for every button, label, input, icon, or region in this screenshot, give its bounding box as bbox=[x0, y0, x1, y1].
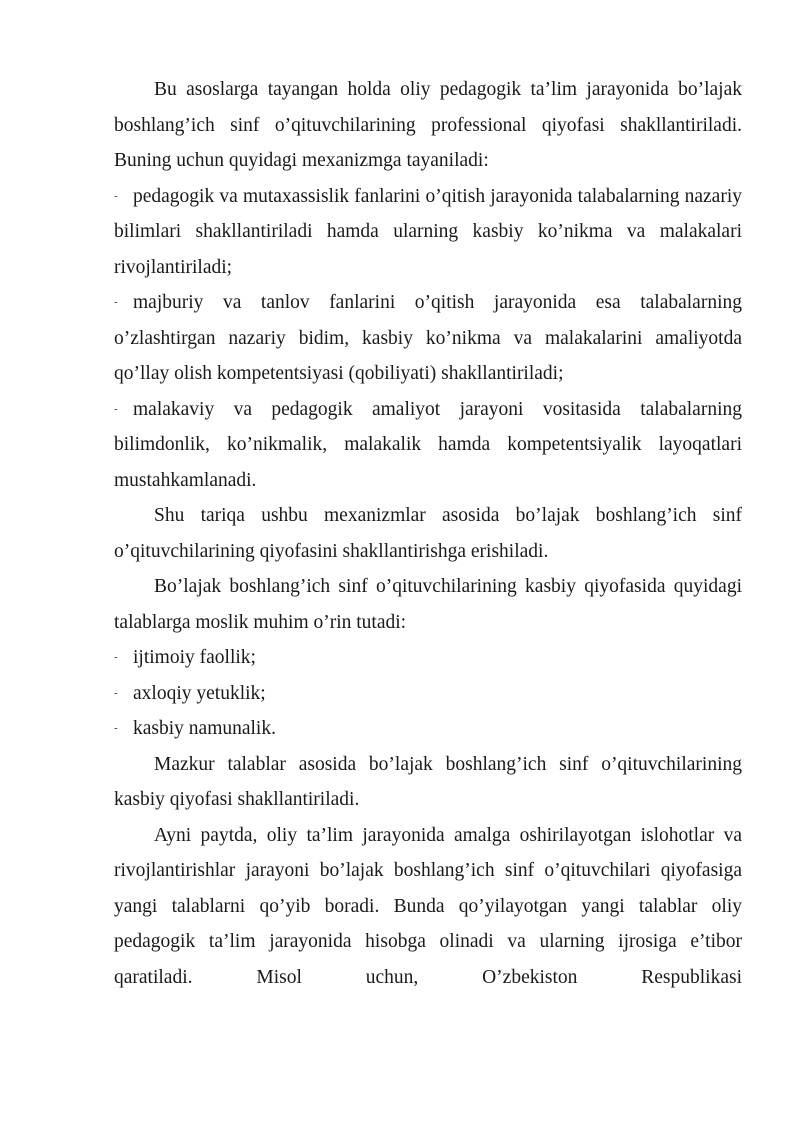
paragraph-2: Shu tariqa ushbu mexanizmlar asosida bo’lajak boshlang’ich sinf o’qituvchilarining qiyofasini shakllantirishga erishiladi. bbox=[114, 505, 742, 562]
bullet-text: axloqiy yetuklik; bbox=[133, 682, 266, 704]
dash-marker: - bbox=[114, 722, 118, 734]
dash-marker: - bbox=[114, 651, 118, 663]
dash-marker: - bbox=[114, 686, 118, 699]
bullet-text: pedagogik va mutaxassislik fanlarini o’qitish jarayonida talabalarning nazariy bilimlari shakllantiriladi hamda ularning kasbiy ko’nikma va malakalari rivojlantiriladi; bbox=[114, 185, 742, 278]
bullet-text: kasbiy namunalik. bbox=[133, 718, 276, 739]
bullet-item-2 bbox=[114, 285, 742, 392]
dash-marker: - bbox=[114, 189, 118, 202]
bullet-text: malakaviy va pedagogik amaliyot jarayoni vositasida talabalarning bilimdonlik, ko’nikmalik, malakalik hamda kompetentsiyalik layoqatlari mustahkamlanadi. bbox=[114, 398, 742, 491]
paragraph-3: Bo’lajak boshlang’ich sinf o’qituvchilarining kasbiy qiyofasida quyidagi talablarga moslik muhim o’rin tutadi: bbox=[114, 576, 742, 633]
dash-marker: - bbox=[114, 402, 118, 415]
paragraph-4: Mazkur talablar asosida bo’lajak boshlang’ich sinf o’qituvchilarining kasbiy qiyofasi shakllantiriladi. bbox=[114, 753, 742, 810]
bullet-item-6 bbox=[114, 711, 742, 747]
bullet-item-1 bbox=[114, 179, 742, 286]
bullet-item-5 bbox=[114, 676, 742, 712]
bullet-item-3 bbox=[114, 392, 742, 499]
bullet-item-4 bbox=[114, 640, 742, 676]
paragraph-5: Ayni paytda, oliy ta’lim jarayonida amalga oshirilayotgan islohotlar va rivojlantirishlar jarayoni bo’lajak boshlang’ich sinf o’qituvchilari qiyofasiga yangi talablarni qo’yib boradi. Bunda qo’yilayotgan yangi talablar oliy pedagogik ta’lim jarayonida hisobga olinadi va ularning ijrosiga e’tibor qaratiladi. Misol uchun, O’zbekiston Respublikasi bbox=[114, 824, 742, 988]
paragraph-1: Bu asoslarga tayangan holda oliy pedagogik ta’lim jarayonida bo’lajak boshlang’ich sinf o’qituvchilarining professional qiyofasi shakllantiriladi. Buning uchun quyidagi mexanizmga tayaniladi: bbox=[114, 79, 742, 171]
bullet-text: majburiy va tanlov fanlarini o’qitish jarayonida esa talabalarning o’zlashtirgan nazariy bidim, kasbiy ko’nikma va malakalarini amaliyotda qo’llay olish kompetentsiyasi (qobiliyati) shakllantiriladi; bbox=[114, 292, 742, 384]
dash-marker: - bbox=[114, 296, 118, 308]
document-page bbox=[114, 72, 742, 995]
bullet-text: ijtimoiy faollik; bbox=[133, 647, 256, 668]
